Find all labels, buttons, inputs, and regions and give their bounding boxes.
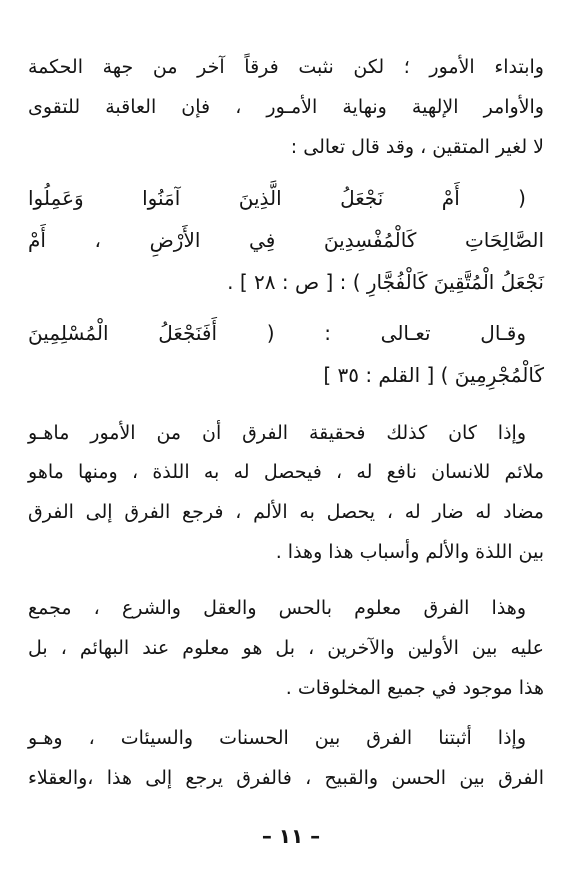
page-number: – ١١ – bbox=[261, 824, 321, 848]
verse-line: الصَّالِحَاتِ كَالْمُفْسِدِينَ فِي الأَرْضِ ، أَمْ bbox=[28, 228, 544, 252]
verse-line: وقـال تعـالى : ( أَفَنَجْعَلُ الْمُسْلِمِينَ bbox=[28, 321, 526, 345]
text-line: عليه بين الأولين والآخرين ، بل هو معلوم عند البهائم ، بل bbox=[28, 637, 544, 659]
text-line: وهذا الفرق معلوم بالحس والعقل والشرع ، مجمع bbox=[28, 597, 526, 619]
verse-line: نَجْعَلُ الْمُتَّقِينَ كَالْفُجَّارِ ) : [ ص : ٢٨ ] . bbox=[227, 270, 544, 294]
text-line: بين اللذة والألم وأسباب هذا وهذا . bbox=[275, 541, 544, 563]
text-line: مضاد له ضار له ، يحصل به الألم ، فرجع الفرق إلى الفرق bbox=[28, 501, 544, 523]
verse-line: كَالْمُجْرِمِينَ ) [ القلم : ٣٥ ] bbox=[323, 363, 544, 387]
text-line: لا لغير المتقين ، وقد قال تعالى : bbox=[290, 136, 544, 158]
text-line: والأوامر الإلهية ونهاية الأمـور ، فإن العاقبة للتقوى bbox=[28, 96, 544, 118]
text-line: وابتداء الأمور ؛ لكن نثبت فرقاً آخر من جهة الحكمة bbox=[28, 56, 544, 78]
verse-line: ( أَمْ نَجْعَلُ الَّذِينَ آمَنُوا وَعَمِلُوا bbox=[28, 186, 526, 210]
text-line: وإذا أثبتنا الفرق بين الحسنات والسيئات ، وهـو bbox=[28, 727, 526, 749]
text-line: هذا موجود في جميع المخلوقات . bbox=[285, 677, 544, 699]
text-line: ملائم للانسان نافع له ، فيحصل له به اللذة ، ومنها ماهو bbox=[28, 461, 544, 483]
text-line: وإذا كان كذلك فحقيقة الفرق أن من الأمور ماهـو bbox=[28, 422, 526, 444]
text-line: الفرق بين الحسن والقبيح ، فالفرق يرجع إلى هذا ،والعقلاء bbox=[28, 767, 544, 789]
